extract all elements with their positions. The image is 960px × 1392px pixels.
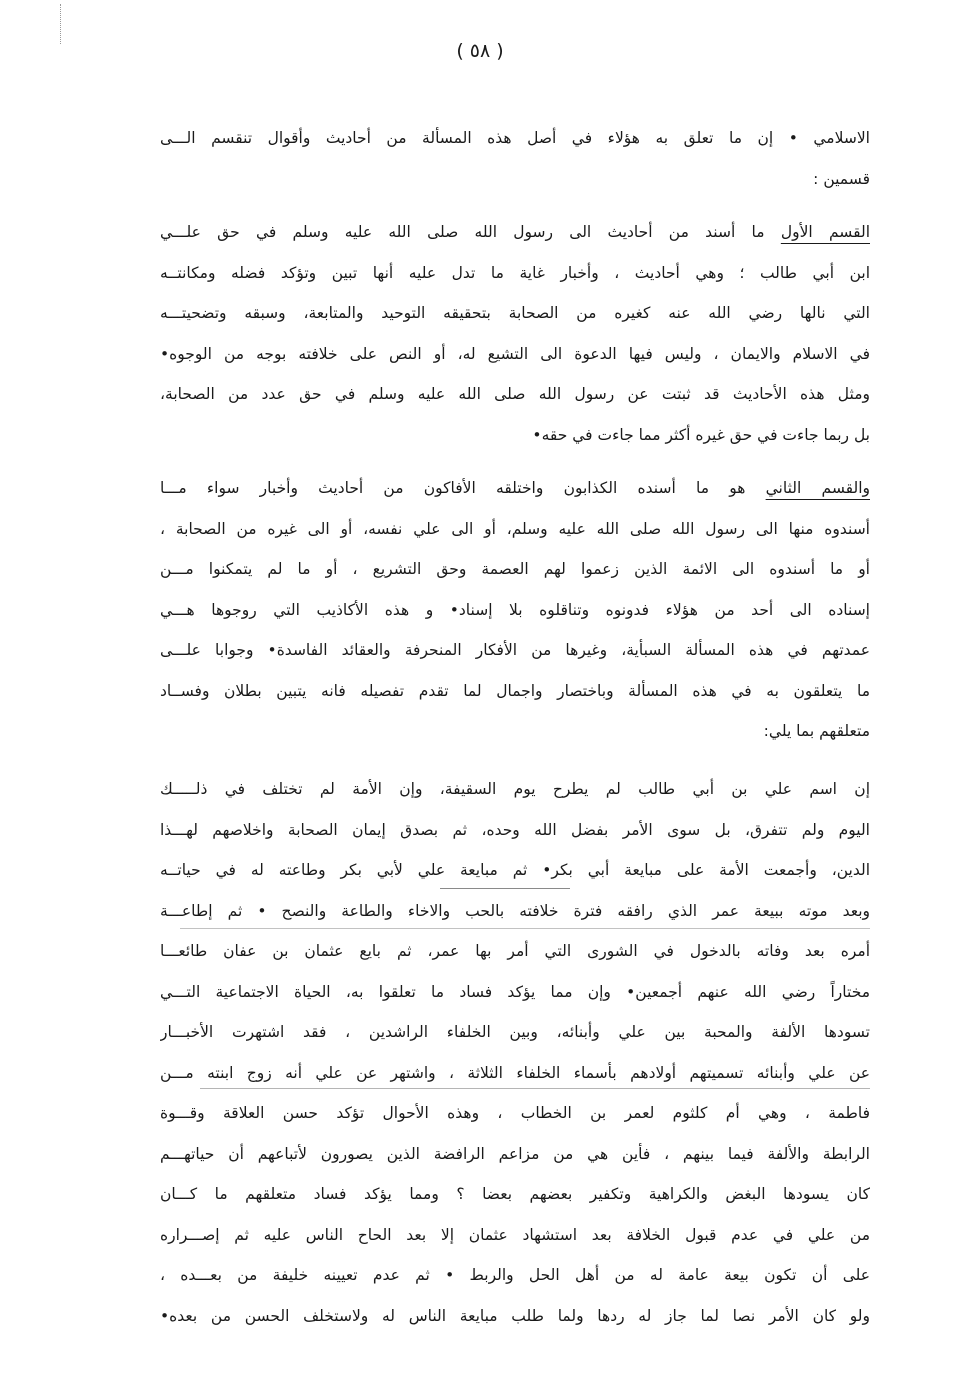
text-line: في الاسلام والايمان ، وليس فيها الدعوة الى التشيع له، أو النص على خلافته بوجه من الوجوه• bbox=[160, 344, 870, 363]
section-heading-first: القسم الأول bbox=[780, 223, 870, 241]
text-line: ابن أبي طالب ؛ وهي أحاديث ، وأخبار غاية ما تدل عليه أنها تبين وتؤكد فضله ومكانتــه bbox=[160, 263, 870, 282]
text-line: على أن تكون بيعة عامة له من أهل الحل والربط • ثم عدم تعيينه خليفة من بعـــده ، bbox=[160, 1266, 870, 1284]
text-line: أمره بعد وفاته بالدخول في الشورى التي أمر بها عمر، ثم بايع عثمان بن عفان طائعـــا bbox=[160, 942, 870, 960]
text-line: الاسلامي • إن ما تعلق به هؤلاء في أصل هذه المسألة من أحاديث وأقوال تنقسم الـــى bbox=[160, 129, 870, 147]
text-line: التي نالها رضي الله عنه كغيره من الصحابة بتحقيقه التوحيد والمتابعة، وسبقه وتضحيتـــه bbox=[160, 304, 870, 322]
pencil-underline bbox=[440, 888, 570, 889]
page-number: ( ٥٨ ) bbox=[456, 40, 504, 62]
text-line: إن اسم علي بن أبي طالب لم يطرح يوم السقيفة، وإن الأمة لم تختلف في ذلـــــك bbox=[160, 780, 870, 798]
text-line: إسناده الى أحد من هؤلاء فدونوه وتناقلوه بلا إسناد• و هذه الأكاذيب التي روجوها هـــي bbox=[160, 600, 870, 619]
text-line: عن علي وأبنائه تسميتهم أولادهم بأسماء الخلفاء الثلاثة ، واشتهر عن علي أنه زوج ابنته مـــن bbox=[160, 1063, 870, 1082]
section-heading-second: والقسم الثاني bbox=[765, 479, 870, 497]
text-line: متعلقهم بما يلي: bbox=[763, 722, 870, 740]
text-line: كان يسودها البغض والكراهية وتكفير بعضهم بعضا ؟ ومما يؤكد فساد متعلقهم ما كـــان bbox=[160, 1185, 870, 1203]
paragraph-first-section bbox=[160, 212, 870, 455]
text-line: اليوم ولم تتفرق، بل سوى الأمر بفضل الله وحده، ثم بصدق إيمان الصحابة واخلاصهم لهـــذا bbox=[160, 820, 870, 839]
text-line bbox=[160, 212, 870, 253]
text-line: أو ما أسندوه الى الائمة الذين زعموا لهم العصمة وحق التشريع ، أو ما لم يتمكنوا مـــن bbox=[160, 560, 870, 578]
text-line: تسودها الألفة والمحبة بين علي وأبنائه، وبين الخلفاء الراشدين ، فقد اشتهرت الأخبـــار bbox=[160, 1023, 870, 1041]
text-line: قسمين : bbox=[813, 169, 870, 188]
text-line: أسندوه منها الى رسول الله صلى الله عليه وسلم، أو الى علي نفسه، أو الى غيره من الصحابة ، bbox=[160, 519, 870, 538]
text-line: بل ربما جاءت في حق غيره أكثر مما جاءت في حقه• bbox=[532, 425, 870, 444]
text-line-rest: هو ما أسنده الكذابون واختلقه الأفاكون من أحاديث وأخبار سواء مـــا bbox=[160, 479, 766, 497]
text-line-rest: ما أسند من أحاديث الى رسول الله صلى الله عليه وسلم في حق علـــي bbox=[160, 223, 781, 241]
text-line: من علي في عدم قبول الخلافة بعد استشهاد عثمان إلا بعد الحاح الناس عليه ثم إصـــراره bbox=[160, 1225, 870, 1244]
text-line: الدين، وأجمعت الأمة على مبايعة أبي بكر• ثم مبايعة علي لأبي بكر وطاعته له في حياتــه bbox=[160, 861, 870, 879]
text-line: ولو كان الأمر نصا لما جاز له ردها ولما طلب مبايعة الناس له ولاستخلف الحسن من بعده• bbox=[160, 1306, 870, 1325]
text-line: الرابطة والألفة فيما بينهم ، فأين هي من مزاعم الرافضة الذين يصورون لأتباعهم أن حياتهـــم bbox=[160, 1144, 870, 1163]
paragraph-second-section bbox=[160, 468, 870, 752]
paragraph-intro bbox=[160, 118, 870, 199]
pencil-underline bbox=[200, 1088, 870, 1089]
scan-margin-marks bbox=[60, 4, 69, 44]
text-line bbox=[160, 468, 870, 509]
text-line: ومثل هذه الأحاديث قد ثبتت عن رسول الله صلى الله عليه وسلم في حق عدد من الصحابة، bbox=[160, 385, 870, 403]
paragraph-rebuttal bbox=[160, 769, 870, 1336]
text-line: ما يتعلقون به في هذه المسألة وباختصار واجمال لما تقدم تفصيله فانه يتبين بطلان وفســاد bbox=[160, 681, 870, 700]
text-line: فاطمة ، وهي أم كلثوم لعمر بن الخطاب ، وهذه الأحوال تؤكد حسن العلاقة وقـــوة bbox=[160, 1104, 870, 1122]
text-line: مختاراً رضي الله عنهم أجمعين• وإن مما يؤكد فساد ما تعلقوا به، الحياة الاجتماعية التـــي bbox=[160, 982, 870, 1001]
text-line: عمدتهم في هذه المسألة السبأية، وغيرها من الأفكار المنحرفة والعقائد الفاسدة• وجوابا علـــى bbox=[160, 641, 870, 659]
pencil-underline bbox=[180, 928, 870, 929]
text-line: وبعد موته ببيعة عمر الذي رافقه فترة خلافته بالحب والاخاء والطاعة والنصح • ثم إطاعـــة bbox=[160, 901, 870, 920]
